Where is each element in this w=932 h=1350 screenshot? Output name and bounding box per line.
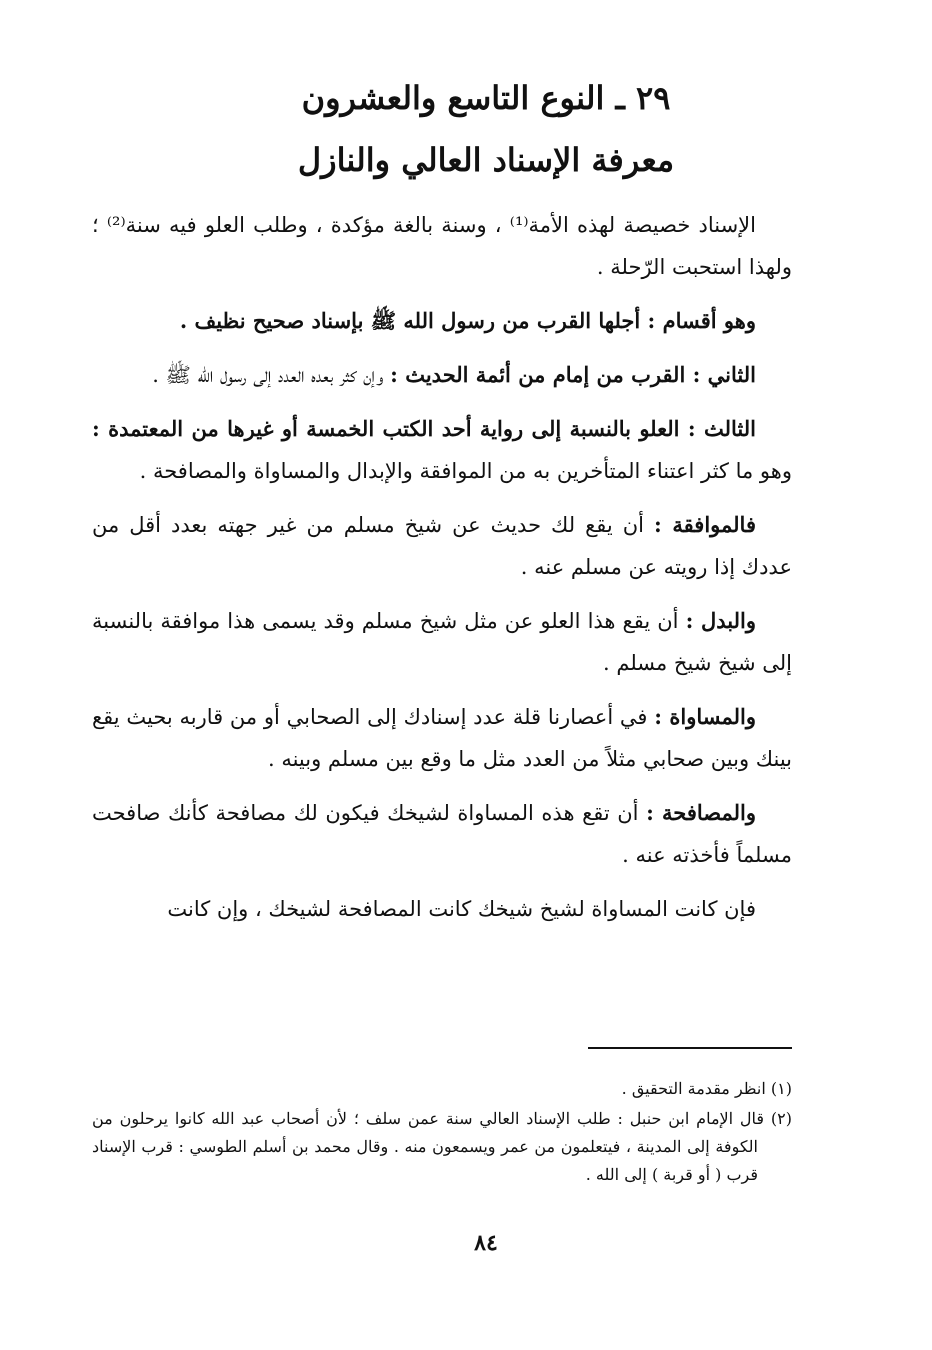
paragraph-text: وإن كثر بعده العدد إلى رسول الله ﷺ . [152,363,384,387]
paragraph-third-division [92,408,792,492]
paragraph-text: أن يقع لك حديث عن شيخ مسلم من غير جهته بعدد أقل من عددك إذا رويته عن مسلم عنه . [92,513,792,579]
footnote [92,1075,792,1103]
main-text [92,204,792,942]
footnote [92,1105,792,1189]
paragraph-musawat [92,696,792,780]
chapter-title: ٢٩ ـ النوع التاسع والعشرون [301,79,671,117]
paragraph-lead: فالموافقة : [654,512,756,537]
paragraph-first-division [92,300,792,342]
page-number: ٨٤ [474,1230,498,1256]
footnote-text: قال الإمام ابن حنبل : طلب الإسناد العالي سنة عمن سلف ؛ لأن أصحاب عبد الله كانوا يرحلون من الكوفة إلى المدينة ، فيتعلمون من عمر ويسمعون منه . وقال محمد بن أسلم الطوسي : قرب الإسناد قرب ( أو قربة ) إلى الله . [92,1109,765,1184]
paragraph-text: فإن كانت المساواة لشيخ شيخك كانت المصافحة لشيخك ، وإن كانت [167,897,756,921]
paragraph-lead: الثالث : العلو بالنسبة إلى رواية أحد الكتب الخمسة أو غيرها من المعتمدة : [92,416,756,441]
paragraph-text: أن يقع هذا العلو عن مثل شيخ مسلم وقد يسمى هذا موافقة بالنسبة إلى شيخ شيخ مسلم . [92,609,792,675]
paragraph-lead: والمصافحة : [646,800,756,825]
paragraph-lead: وهو أقسام : أجلها القرب من رسول الله ﷺ بإسناد صحيح نظيف . [179,308,756,333]
paragraph-muwafaqa [92,504,792,588]
footnote-separator [588,1047,792,1049]
footnote-text: انظر مقدمة التحقيق . [621,1079,766,1098]
paragraph-lead: والبدل : [685,608,756,633]
footnote-marker: (١) [770,1079,792,1098]
chapter-subtitle: معرفة الإسناد العالي والنازل [297,141,675,179]
paragraph-badal [92,600,792,684]
footnotes [92,1075,792,1191]
paragraph-second-division [92,354,792,396]
paragraph-continuation [92,888,792,930]
paragraph-lead: الثاني : القرب من إمام من أئمة الحديث : [390,362,756,387]
paragraph-text: في أعصارنا قلة عدد إسنادك إلى الصحابي أو من قاربه بحيث يقع بينك وبين صحابي مثلاً من العدد مثل ما وقع بين مسلم وبينه . [92,705,792,771]
paragraph-text: أن تقع هذه المساواة لشيخك فيكون لك مصافحة كأنك صافحت مسلماً فأخذته عنه . [92,801,792,867]
paragraph-musafaha [92,792,792,876]
paragraph-intro [92,204,792,288]
paragraph-lead: والمساواة : [654,704,756,729]
footnote-marker: (٢) [770,1109,793,1128]
paragraph-text: الإسناد خصيصة لهذه الأمة⁽¹⁾ ، وسنة بالغة مؤكدة ، وطلب العلو فيه سنة⁽²⁾ ؛ ولهذا استحبت الرّحلة . [92,213,792,279]
paragraph-text: وهو ما كثر اعتناء المتأخرين به من الموافقة والإبدال والمساواة والمصافحة . [139,459,792,483]
